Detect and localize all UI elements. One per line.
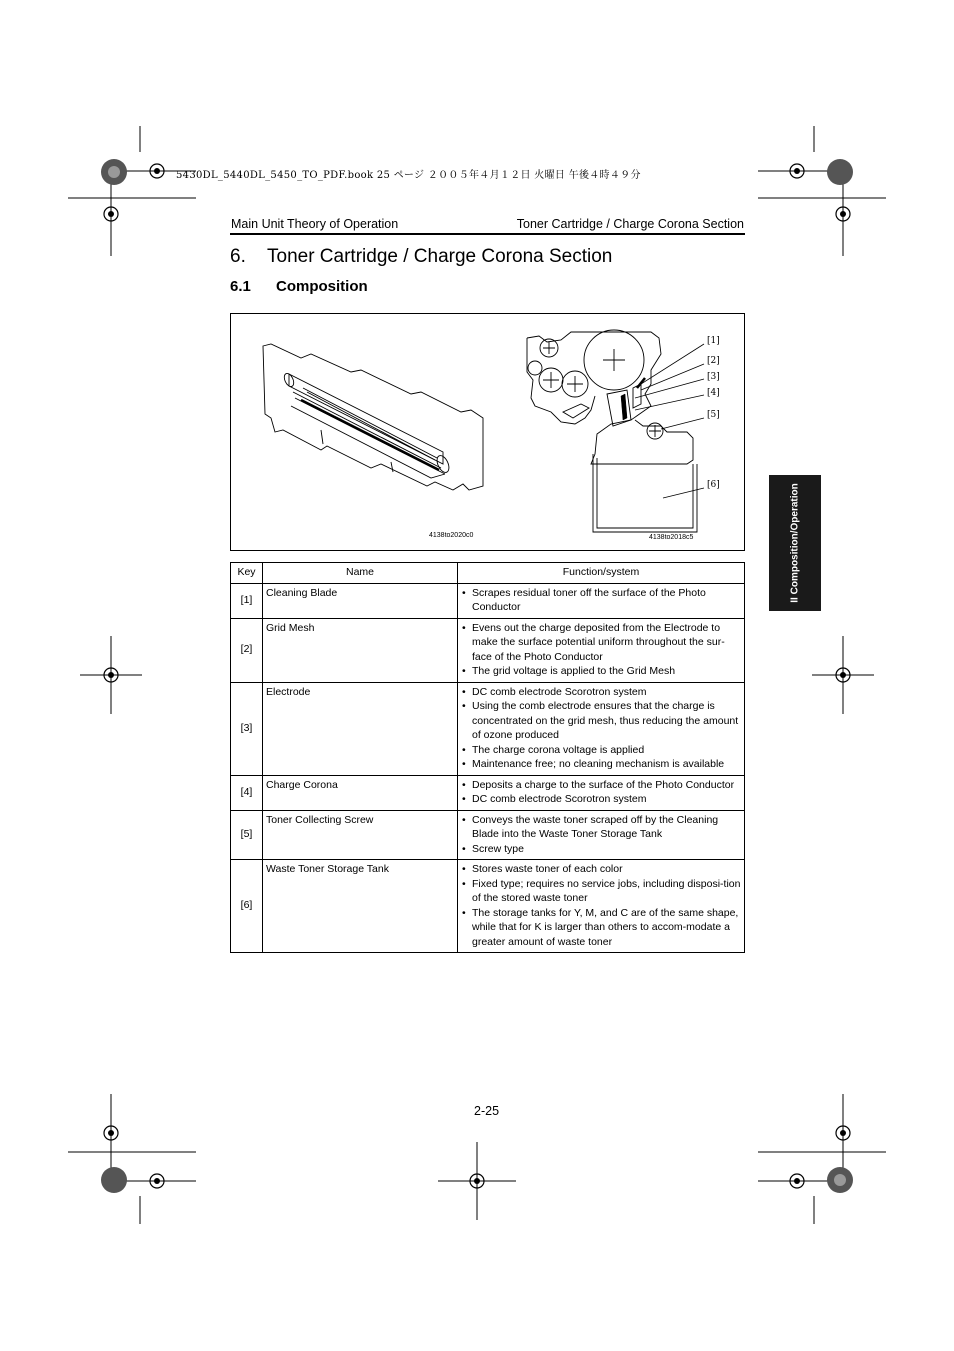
function-item: • Using the comb electrode ensures that the charge is concentrated on the grid mesh, thus reducing the amount of ozone produced xyxy=(461,699,741,743)
function-item: • The grid voltage is applied to the Grid Mesh xyxy=(461,664,741,679)
row-name: Toner Collecting Screw xyxy=(263,810,458,860)
row-name: Grid Mesh xyxy=(263,618,458,682)
callout-3: [3] xyxy=(707,372,720,382)
page-number: 2-25 xyxy=(474,1104,500,1118)
function-item: • Evens out the charge deposited from the Electrode to make the surface potential uniform throughout the sur-face of the Photo Conductor xyxy=(461,621,741,665)
row-functions xyxy=(458,860,745,953)
row-key: [5] xyxy=(231,810,263,860)
row-name: Electrode xyxy=(263,682,458,775)
side-tab-label: II Composition/Operation xyxy=(789,483,801,603)
function-item: • Stores waste toner of each color xyxy=(461,862,741,877)
section-heading xyxy=(230,246,612,268)
callout-4: [4] xyxy=(707,388,720,398)
table-header-row xyxy=(231,563,745,584)
row-name: Cleaning Blade xyxy=(263,583,458,618)
section-number: 6. xyxy=(230,246,246,267)
header-rule xyxy=(230,233,745,235)
function-item: • The charge corona voltage is applied xyxy=(461,743,741,758)
callout-5: [5] xyxy=(707,410,720,420)
section-title: Toner Cartridge / Charge Corona Section xyxy=(267,246,613,267)
function-item: • Fixed type; requires no service jobs, including disposi-tion of the stored waste toner xyxy=(461,877,741,906)
column-header-name: Name xyxy=(263,563,458,584)
subsection-heading xyxy=(230,278,368,295)
row-name: Waste Toner Storage Tank xyxy=(263,860,458,953)
function-item: • Deposits a charge to the surface of the Photo Conductor xyxy=(461,778,741,793)
table-row xyxy=(231,810,745,860)
row-functions xyxy=(458,583,745,618)
table-row xyxy=(231,860,745,953)
column-header-key: Key xyxy=(231,563,263,584)
column-header-function: Function/system xyxy=(458,563,745,584)
toner-cartridge-drawing xyxy=(231,314,744,550)
function-item: • Scrapes residual toner off the surface of the Photo Conductor xyxy=(461,586,741,615)
table-row xyxy=(231,618,745,682)
callout-6: [6] xyxy=(707,480,720,490)
function-item: • The storage tanks for Y, M, and C are of the same shape, while that for K is larger than others to accom-modate a greater amount of waste toner xyxy=(461,906,741,950)
print-metadata-line: 5430DL_5440DL_5450_TO_PDF.book 25 ページ ２００５年４月１２日 火曜日 午後４時４９分 xyxy=(176,170,641,181)
row-functions xyxy=(458,618,745,682)
callout-1: [1] xyxy=(707,336,720,346)
right-figure-caption: 4138to2018c5 xyxy=(649,534,694,541)
composition-figure xyxy=(230,313,745,551)
chapter-side-tab xyxy=(769,475,821,611)
table-row xyxy=(231,775,745,810)
row-functions xyxy=(458,775,745,810)
row-functions xyxy=(458,682,745,775)
left-figure-caption: 4138to2020c0 xyxy=(429,532,474,539)
row-key: [6] xyxy=(231,860,263,953)
function-item: • DC comb electrode Scorotron system xyxy=(461,792,741,807)
subsection-title: Composition xyxy=(276,278,368,295)
callout-2: [2] xyxy=(707,356,720,366)
function-item: • Screw type xyxy=(461,842,741,857)
subsection-number: 6.1 xyxy=(230,278,251,295)
composition-table xyxy=(230,562,745,953)
table-row xyxy=(231,682,745,775)
running-header-right: Toner Cartridge / Charge Corona Section xyxy=(516,217,744,231)
function-item: • Maintenance free; no cleaning mechanism is available xyxy=(461,757,741,772)
row-key: [4] xyxy=(231,775,263,810)
row-key: [2] xyxy=(231,618,263,682)
function-item: • Conveys the waste toner scraped off by the Cleaning Blade into the Waste Toner Storage Tank xyxy=(461,813,741,842)
running-header-left: Main Unit Theory of Operation xyxy=(231,217,399,231)
row-name: Charge Corona xyxy=(263,775,458,810)
function-item: • DC comb electrode Scorotron system xyxy=(461,685,741,700)
row-key: [3] xyxy=(231,682,263,775)
row-key: [1] xyxy=(231,583,263,618)
row-functions xyxy=(458,810,745,860)
table-row xyxy=(231,583,745,618)
